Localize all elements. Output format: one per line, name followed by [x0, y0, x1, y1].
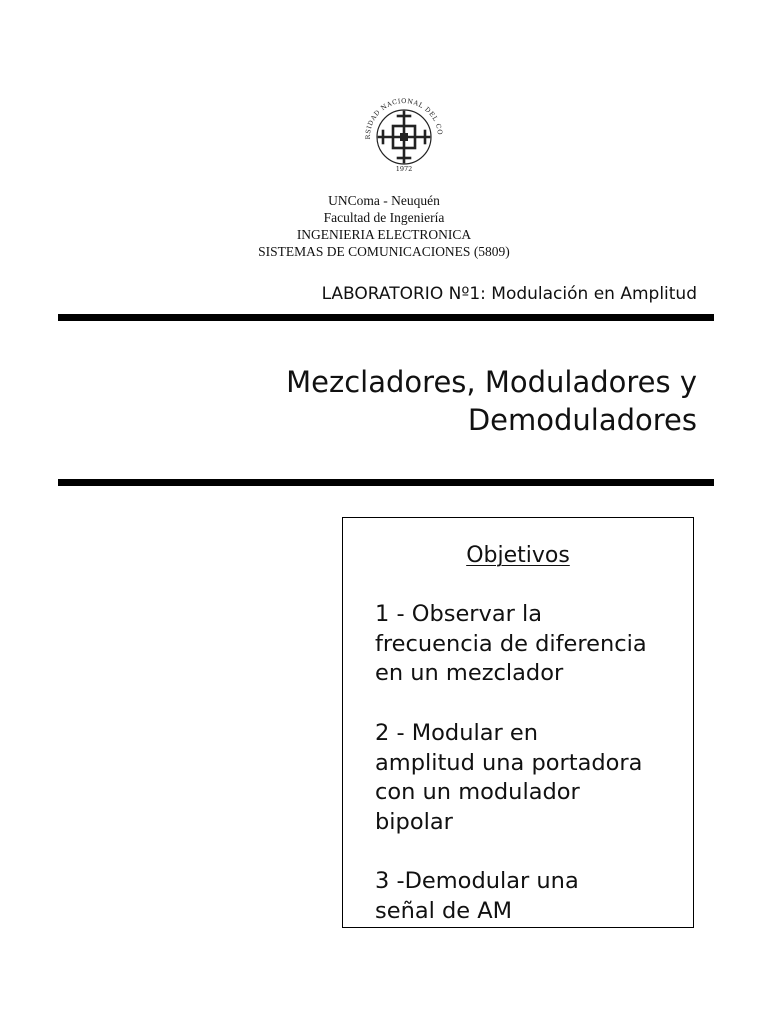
objective-item: [375, 867, 691, 926]
university-seal-icon: [356, 94, 452, 174]
objectives-heading: Objetivos: [466, 543, 570, 568]
bottom-divider: [58, 479, 714, 486]
institution-header: [0, 192, 768, 260]
objective-line: 1 - Observar la: [375, 601, 543, 627]
document-title-line: Demoduladores: [467, 403, 697, 437]
objective-line: frecuencia de diferencia: [375, 630, 647, 657]
institution-line: UNComa - Neuquén: [328, 193, 440, 208]
objective-line: con un modulador: [375, 779, 580, 805]
objective-line: 2 - Modular en: [375, 720, 539, 746]
objective-item: [375, 600, 691, 689]
institution-line: INGENIERIA ELECTRONICA: [296, 227, 472, 242]
objective-line: amplitud una portadora: [375, 749, 643, 776]
institution-line: Facultad de Ingeniería: [323, 210, 445, 225]
institution-line: SISTEMAS DE COMUNICACIONES (5809): [258, 244, 510, 259]
objective-line: en un mezclador: [375, 660, 564, 686]
seal-year: 1972: [395, 165, 413, 173]
objective-item: [375, 719, 691, 837]
document-title: [286, 363, 697, 439]
lab-title: LABORATORIO Nº1: Modulación en Amplitud: [321, 284, 697, 304]
objective-line: señal de AM: [375, 897, 513, 924]
objective-line: 3 -Demodular una: [375, 868, 579, 894]
objective-line: bipolar: [375, 808, 453, 835]
seal-ring-text: RSIDAD NACIONAL DEL CO: [363, 97, 445, 140]
top-divider: [58, 314, 714, 321]
objectives-box: [342, 517, 694, 928]
document-title-line: Mezcladores, Moduladores y: [286, 365, 697, 399]
